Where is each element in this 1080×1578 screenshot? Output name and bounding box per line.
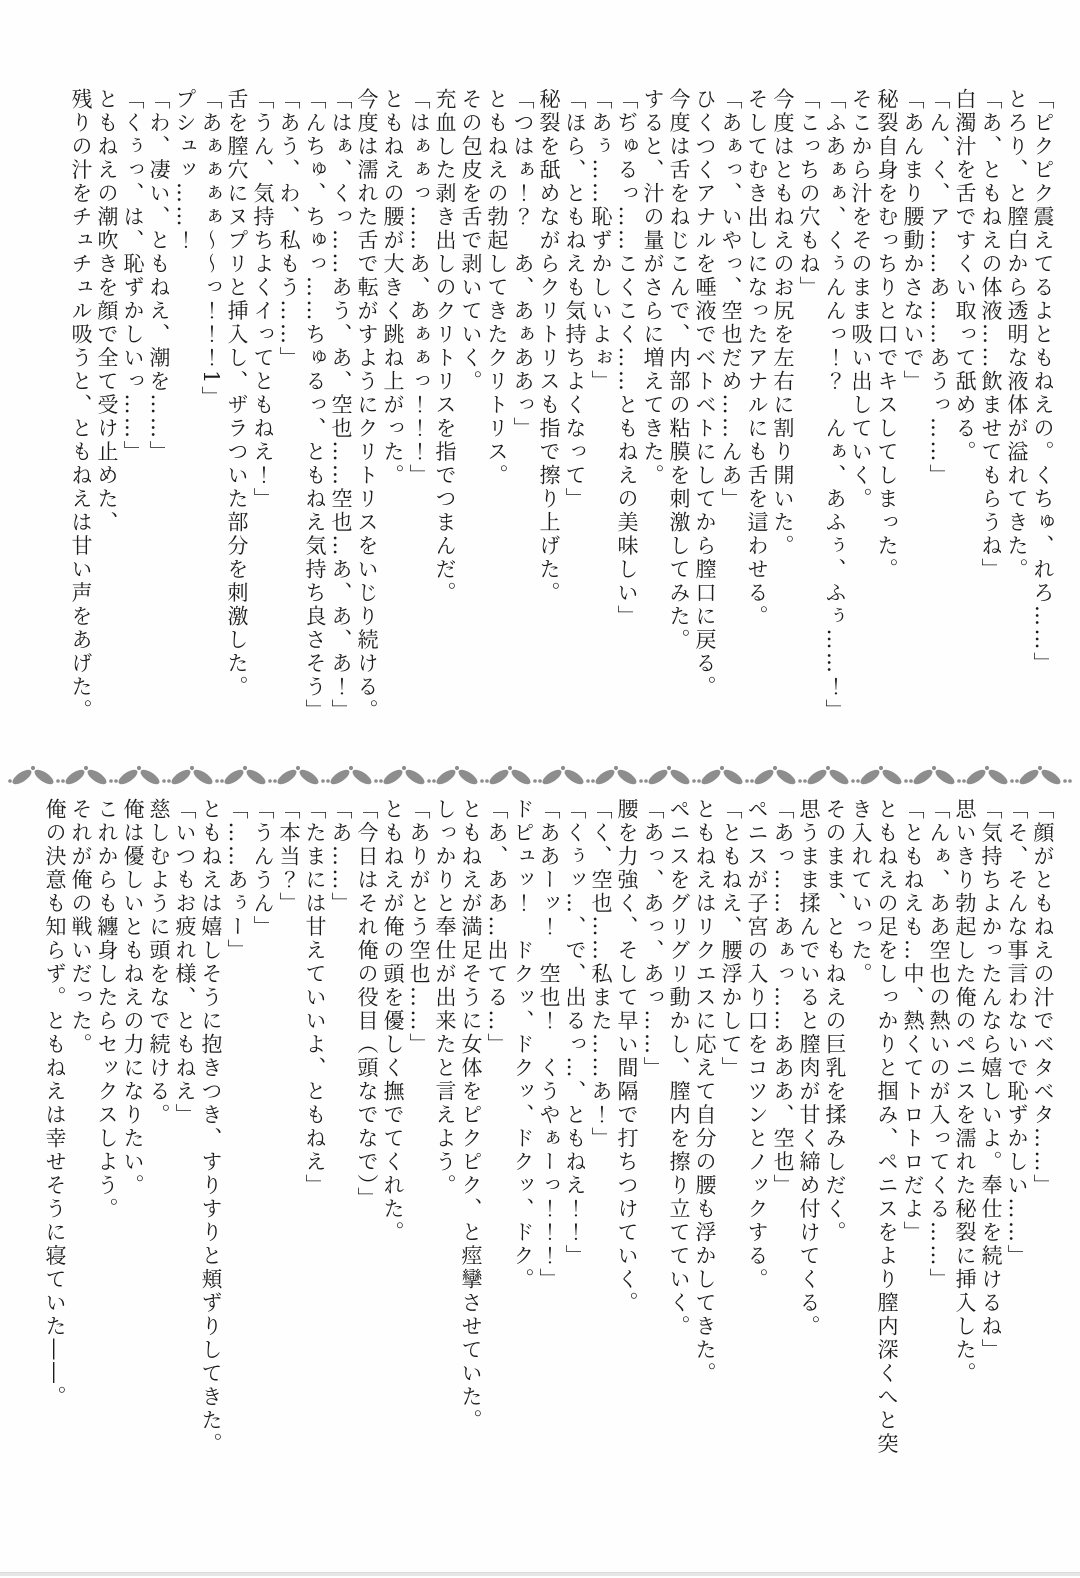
text-line: プシュッ……！ xyxy=(173,88,197,253)
text-line: ともねえの潮吹きを顔で全て受け止めた、 xyxy=(95,88,119,535)
text-line: 思うまま揉んでいると膣肉が甘く締め付けてくる。 xyxy=(797,798,821,1339)
text-line: 「気持ちよかったんなら嬉しいよ。奉仕を続けるね」 xyxy=(979,798,1003,1362)
leaf-divider-svg xyxy=(8,760,1072,788)
text-line: 腰を力強く、そして早い間隔で打ちつけていく。 xyxy=(615,798,639,1315)
leaf-divider-ornament xyxy=(8,760,1072,788)
text-line: ともねえの腰が大きく跳ね上がった。 xyxy=(381,88,405,488)
text-line: 「あぅ……恥ずかしいよぉ」 xyxy=(589,88,613,394)
text-line: 俺は優しいともねえの力になりたい。 xyxy=(121,798,145,1198)
text-line: 思いきり勃起した俺のペニスを濡れた秘裂に挿入した。 xyxy=(953,798,977,1386)
text-line: しっかりと奉仕が出来たと言えよう。 xyxy=(433,798,457,1198)
text-line: そこから汁をそのまま吸い出していく。 xyxy=(849,88,873,511)
text-line: ともねえが満足そうに女体をピクピク、と痙攣させていた。 xyxy=(459,798,483,1433)
text-line: 「く、空也……私また……あ！」 xyxy=(589,798,613,1151)
text-line: 「ありがとう空也……」 xyxy=(407,798,431,1057)
text-line: 白濁汁を舌ですくい取って舐める。 xyxy=(953,88,977,464)
text-line: 「ともねえ、腰浮かして」 xyxy=(719,798,743,1080)
text-line: 「あ、ああ…出てる…」 xyxy=(485,798,509,1057)
text-line: 秘裂を舐めながらクリトリスも指で擦り上げた。 xyxy=(537,88,561,605)
text-line: 「今日はそれ俺の役目（頭なでなで）」 xyxy=(355,798,379,1211)
text-line: 「つはぁ！？ あ、あぁああっ」 xyxy=(511,88,535,441)
text-line: ひくつくアナルを唾液でベトベトにしてから膣口に戻る。 xyxy=(693,88,717,699)
text-line: 残りの汁をチュチュル吸うと、ともねえは甘い声をあげた。 xyxy=(69,88,93,723)
text-line: 今度はともねえのお尻を左右に割り開いた。 xyxy=(771,88,795,558)
text-line: 「ピクピク震えてるよともねえの。くちゅ、れろ……」 xyxy=(1031,88,1055,676)
text-line: 「ともねえも…中、熱くてトロトロだよ」 xyxy=(901,798,925,1245)
text-line: とろり、と膣白から透明な液体が溢れてきた。 xyxy=(1005,88,1029,582)
text-line: 今度は舌をねじこんで、内部の粘膜を刺激してみた。 xyxy=(667,88,691,652)
page-edge-line xyxy=(0,1572,1080,1576)
text-line: 「あんまり腰動かさないで」 xyxy=(901,88,925,394)
text-line: ペニスをグリグリ動かし、膣内を擦り立てていく。 xyxy=(667,798,691,1339)
text-line: 慈しむように頭をなで続ける。 xyxy=(147,798,171,1127)
top-text-block xyxy=(16,88,1056,746)
text-line: ともねえはリクエスに応えて自分の腰も浮かしてきた。 xyxy=(693,798,717,1386)
text-line: 今度は濡れた舌で転がすようにクリトリスをいじり続ける。 xyxy=(355,88,379,723)
bottom-text-block xyxy=(16,798,1056,1456)
text-line: 「あう、わ、私もう……」 xyxy=(277,88,301,370)
text-line: 「あ……」 xyxy=(329,798,353,916)
text-line: 充血した剥き出しのクリトリスを指でつまんだ。 xyxy=(433,88,457,605)
text-line: 「はぁぁっ……あ、あぁぁっ！！！」 xyxy=(407,88,431,488)
text-line: 「あぁぁぁぁ～～っ！！！1」 xyxy=(199,88,223,410)
text-line: 「いつもお疲れ様、ともねえ」 xyxy=(173,798,197,1127)
text-line: 「あっ、あっ、あっ……」 xyxy=(641,798,665,1080)
text-line: ともねえの勃起してきたクリトリス。 xyxy=(485,88,509,488)
text-line: ともねえは嬉しそうに抱きつき、すりすりと頬ずりしてきた。 xyxy=(199,798,223,1456)
text-line: 「顔がともねえの汁でベタベタ……」 xyxy=(1031,798,1055,1198)
text-line: 舌を膣穴にヌプリと挿入し、ザラついた部分を刺激した。 xyxy=(225,88,249,699)
text-line: それが俺の戦いだった。 xyxy=(69,798,93,1057)
text-line: 「……あぅー」 xyxy=(225,798,249,963)
text-line: ともねえが俺の頭を優しく撫でてくれた。 xyxy=(381,798,405,1245)
text-line: 「ほら、ともねえも気持ちよくなって」 xyxy=(563,88,587,511)
text-line: 「んちゅ、ちゅっ……ちゅるっ、ともねえ気持ち良さそう」 xyxy=(303,88,327,723)
text-line: 「ああーッ！ 空也！ くうやぁーっ！！！」 xyxy=(537,798,561,1292)
text-line: 「たまには甘えていいよ、ともねえ」 xyxy=(303,798,327,1198)
text-line: 「ん、く、ア……あ……あうっ……」 xyxy=(927,88,951,488)
text-line: 「本当？」 xyxy=(277,798,301,916)
text-line: 「そ、そんな事言わないで恥ずかしい……」 xyxy=(1005,798,1029,1268)
text-line: 「わ、凄い、ともねえ、潮を……」 xyxy=(147,88,171,464)
text-line: 「うん、気持ちよくイってともねえ！」 xyxy=(251,88,275,511)
text-line: 「はぁ、くっ……あう、あ、空也……空也…あ、あ、あ！」 xyxy=(329,88,353,723)
text-line: 「ぢゅるっ……こくこく……ともねえの美味しい」 xyxy=(615,88,639,629)
text-line: すると、汁の量がさらに増えてきた。 xyxy=(641,88,665,488)
text-line: 「あぁっ、いやっ、空也だめ……んあ」 xyxy=(719,88,743,511)
text-line: ともねえの足をしっかりと掴み、ペニスをより膣内深くへと突き入れていった。 xyxy=(849,798,899,1456)
text-line: これからも纏身したらセックスしよう。 xyxy=(95,798,119,1221)
text-line: 「あ、ともねえの体液……飲ませてもらうね」 xyxy=(979,88,1003,582)
text-line: ペニスが子宮の入り口をコツンとノックする。 xyxy=(745,798,769,1292)
text-line: 秘裂自身をむっちりと口でキスしてしまった。 xyxy=(875,88,899,582)
text-line: その包皮を舌で剥いていく。 xyxy=(459,88,483,394)
text-line: そのまま、ともねえの巨乳を揉みしだく。 xyxy=(823,798,847,1245)
text-line: 「ふあぁぁ、くぅんんっ！？ んぁ、あふぅ、ふぅ……！」 xyxy=(823,88,847,723)
text-line: 俺の決意も知らず。ともねえは幸せそうに寝ていた――。 xyxy=(43,798,67,1409)
text-line: 「うんうん」 xyxy=(251,798,275,939)
text-line: 「くぅっ、は、恥ずかしいっ……」 xyxy=(121,88,145,464)
text-line: 「こっちの穴もね」 xyxy=(797,88,821,300)
text-line: そしてむき出しになったアナルにも舌を這わせる。 xyxy=(745,88,769,629)
text-line: 「くぅッ…、で、出るっ…、ともねえ！！」 xyxy=(563,798,587,1268)
text-line: 「あっ……あぁっ……あああ、空也」 xyxy=(771,798,795,1198)
text-line: ドピュッ！ ドクッ、ドクッ、ドクッ、ドク。 xyxy=(511,798,535,1292)
text-line: 「んぁ、ああ空也の熱いのが入ってくる……」 xyxy=(927,798,951,1292)
